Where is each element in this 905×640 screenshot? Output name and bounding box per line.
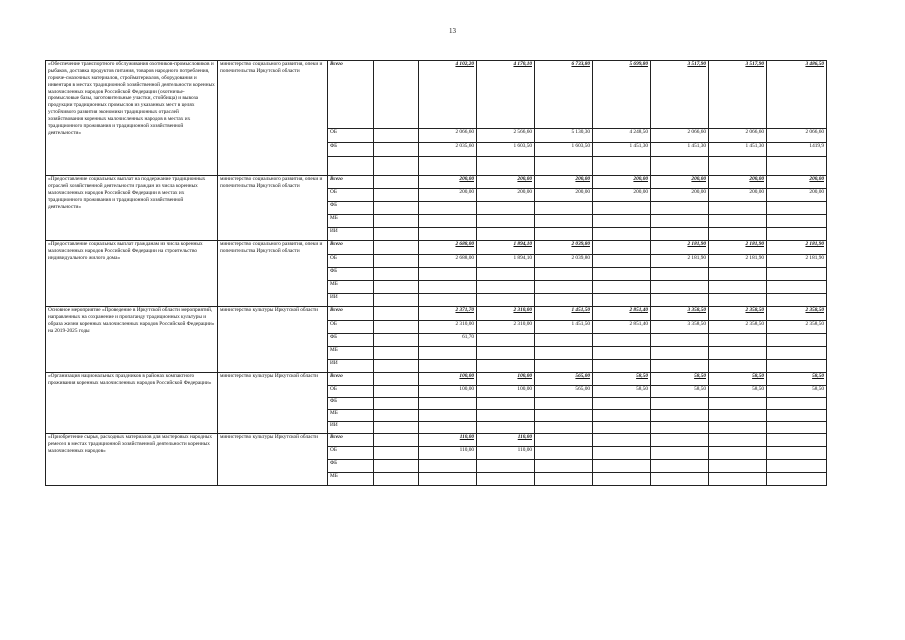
amount-cell (651, 398, 709, 410)
amount-cell: 1419,9 (767, 143, 827, 157)
amount-cell (374, 176, 419, 189)
funding-source: ФБ (328, 334, 374, 347)
amount-cell (419, 410, 477, 422)
table-row (46, 176, 827, 189)
amount-cell: 2 310,00 (477, 307, 535, 321)
amount-cell (767, 434, 827, 447)
amount-cell: 200,00 (419, 189, 477, 202)
amount-cell (374, 434, 419, 447)
amount-cell (419, 460, 477, 473)
amount-cell (374, 347, 419, 360)
amount-cell (709, 460, 767, 473)
amount-cell (709, 347, 767, 360)
amount-cell (767, 281, 827, 294)
amount-cell (535, 347, 593, 360)
amount-cell: 58,50 (593, 373, 651, 386)
amount-cell (709, 398, 767, 410)
amount-cell (651, 360, 709, 373)
activity-description: Основное мероприятие «Проведение в Иркутской области мероприятий, направленных на сохранение и пропаганду традиционных культуры и образа жизни коренных малочисленных народов Российской Федерации» на 2019-2025 годы (46, 307, 218, 373)
responsible-organization: министерство социального развития, опеки и попечительства Иркутской области (218, 176, 328, 241)
amount-cell (651, 334, 709, 347)
amount-cell: 2 039,80 (535, 241, 593, 255)
amount-cell (767, 268, 827, 281)
amount-cell (709, 334, 767, 347)
table-body (46, 61, 827, 486)
amount-cell: 110,00 (477, 434, 535, 447)
budget-table (45, 60, 827, 486)
amount-cell (374, 294, 419, 307)
amount-cell: 2 039,80 (535, 255, 593, 268)
amount-cell (374, 202, 419, 215)
amount-cell (709, 422, 767, 434)
amount-cell (593, 268, 651, 281)
amount-cell: 200,00 (709, 189, 767, 202)
amount-cell (535, 360, 593, 373)
amount-cell (374, 321, 419, 334)
amount-cell: 2 358,50 (767, 307, 827, 321)
amount-cell (374, 307, 419, 321)
amount-cell: 2 566,60 (477, 129, 535, 143)
amount-cell (419, 294, 477, 307)
amount-cell: 2 066,60 (419, 129, 477, 143)
amount-cell: 3 358,50 (651, 307, 709, 321)
amount-cell (535, 268, 593, 281)
amount-cell (709, 447, 767, 460)
amount-cell (477, 215, 535, 228)
activity-description: «Предоставление социальных выплат гражданам из числа коренных малочисленных народов Российской Федерации на строительство индивидуального жилого дома» (46, 241, 218, 307)
amount-cell (374, 129, 419, 143)
amount-cell (767, 294, 827, 307)
amount-cell (535, 447, 593, 460)
amount-cell (593, 334, 651, 347)
amount-cell (374, 255, 419, 268)
amount-cell: 2 035,60 (419, 143, 477, 157)
amount-cell (419, 398, 477, 410)
amount-cell (419, 473, 477, 486)
funding-source: ФБ (328, 460, 374, 473)
amount-cell (651, 447, 709, 460)
funding-source: ИИ (328, 294, 374, 307)
amount-cell (535, 157, 593, 176)
funding-source: ФБ (328, 202, 374, 215)
amount-cell (593, 360, 651, 373)
amount-cell: 565,00 (535, 386, 593, 398)
amount-cell (593, 215, 651, 228)
amount-cell (709, 281, 767, 294)
amount-cell (651, 460, 709, 473)
amount-cell: 2 181,90 (767, 255, 827, 268)
amount-cell: 5 130,30 (535, 129, 593, 143)
amount-cell: 58,50 (651, 373, 709, 386)
amount-cell: 58,50 (709, 386, 767, 398)
amount-cell: 200,00 (767, 189, 827, 202)
amount-cell (651, 202, 709, 215)
amount-cell (651, 294, 709, 307)
amount-cell (535, 473, 593, 486)
funding-source: ФБ (328, 143, 374, 157)
amount-cell: 2 688,00 (419, 241, 477, 255)
amount-cell: 61,70 (419, 334, 477, 347)
amount-cell: 58,50 (767, 373, 827, 386)
amount-cell (374, 373, 419, 386)
amount-cell: 1 603,50 (535, 143, 593, 157)
amount-cell (593, 422, 651, 434)
amount-cell: 100,00 (477, 373, 535, 386)
amount-cell: 1 894,10 (477, 255, 535, 268)
amount-cell (535, 228, 593, 241)
amount-cell (419, 157, 477, 176)
funding-source: ИИ (328, 422, 374, 434)
funding-source: ОБ (328, 189, 374, 202)
amount-cell (374, 143, 419, 157)
amount-cell: 200,00 (767, 176, 827, 189)
funding-source: ИИ (328, 228, 374, 241)
amount-cell (419, 215, 477, 228)
amount-cell (767, 347, 827, 360)
amount-cell (535, 334, 593, 347)
table-row (46, 373, 827, 386)
amount-cell: 1 451,30 (709, 143, 767, 157)
amount-cell (374, 386, 419, 398)
amount-cell (419, 202, 477, 215)
amount-cell (374, 360, 419, 373)
amount-cell (767, 334, 827, 347)
amount-cell (374, 447, 419, 460)
amount-cell (374, 460, 419, 473)
amount-cell: 200,00 (535, 189, 593, 202)
amount-cell (535, 202, 593, 215)
amount-cell (477, 334, 535, 347)
amount-cell (374, 422, 419, 434)
amount-cell (593, 281, 651, 294)
amount-cell (593, 157, 651, 176)
funding-source: Всего (328, 434, 374, 447)
amount-cell (374, 473, 419, 486)
amount-cell (709, 360, 767, 373)
amount-cell: 3 517,90 (709, 61, 767, 129)
amount-cell: 58,50 (593, 386, 651, 398)
funding-source: ОБ (328, 255, 374, 268)
amount-cell (651, 473, 709, 486)
amount-cell (374, 268, 419, 281)
amount-cell (651, 434, 709, 447)
amount-cell: 100,00 (419, 373, 477, 386)
responsible-organization: министерство культуры Иркутской области (218, 373, 328, 434)
amount-cell: 1 603,50 (477, 143, 535, 157)
amount-cell: 110,00 (477, 447, 535, 460)
amount-cell (374, 398, 419, 410)
activity-description: «Предоставление социальных выплат на поддержание традиционных отраслей хозяйственной деятельности граждан из числа коренных малочисленных народов Российской Федерации в местах их традиционного проживания и традиционной хозяйственной деятельности» (46, 176, 218, 241)
amount-cell (767, 157, 827, 176)
amount-cell (374, 228, 419, 241)
amount-cell: 2 310,00 (477, 321, 535, 334)
amount-cell (535, 215, 593, 228)
amount-cell (709, 410, 767, 422)
amount-cell: 58,50 (709, 373, 767, 386)
amount-cell (593, 398, 651, 410)
amount-cell (477, 294, 535, 307)
amount-cell: 200,00 (593, 176, 651, 189)
amount-cell: 2 181,90 (709, 241, 767, 255)
table-row (46, 434, 827, 447)
activity-description: «Организация национальных праздников в районах компактного проживания коренных малочисленных народов Российской Федерации» (46, 373, 218, 434)
amount-cell (374, 215, 419, 228)
amount-cell: 1 451,50 (535, 307, 593, 321)
amount-cell (419, 347, 477, 360)
amount-cell (477, 460, 535, 473)
amount-cell (709, 473, 767, 486)
amount-cell: 200,00 (651, 176, 709, 189)
funding-source: Всего (328, 307, 374, 321)
funding-source: ОБ (328, 321, 374, 334)
amount-cell (374, 334, 419, 347)
amount-cell (651, 281, 709, 294)
amount-cell (709, 215, 767, 228)
responsible-organization: министерство культуры Иркутской области (218, 307, 328, 373)
funding-source: ОБ (328, 447, 374, 460)
amount-cell (651, 157, 709, 176)
amount-cell (767, 422, 827, 434)
funding-source: ОБ (328, 386, 374, 398)
amount-cell (477, 360, 535, 373)
amount-cell: 200,00 (709, 176, 767, 189)
amount-cell: 2 310,00 (419, 321, 477, 334)
amount-cell: 4 248,50 (593, 129, 651, 143)
amount-cell (593, 410, 651, 422)
funding-source: ОБ (328, 129, 374, 143)
amount-cell (767, 202, 827, 215)
amount-cell (374, 189, 419, 202)
amount-cell: 2 181,90 (767, 241, 827, 255)
amount-cell (535, 410, 593, 422)
amount-cell (419, 268, 477, 281)
amount-cell: 100,00 (419, 386, 477, 398)
amount-cell: 1 451,50 (535, 321, 593, 334)
responsible-organization: министерство социального развития, опеки и попечительства Иркутской области (218, 241, 328, 307)
table-row (46, 307, 827, 321)
funding-source: Всего (328, 373, 374, 386)
amount-cell: 110,00 (419, 434, 477, 447)
funding-source: ФБ (328, 268, 374, 281)
amount-cell (767, 215, 827, 228)
amount-cell: 200,00 (419, 176, 477, 189)
funding-source: ИИ (328, 360, 374, 373)
amount-cell (477, 422, 535, 434)
amount-cell (477, 410, 535, 422)
funding-source: МБ (328, 215, 374, 228)
amount-cell: 4 102,20 (419, 61, 477, 129)
amount-cell: 58,50 (651, 386, 709, 398)
amount-cell (477, 268, 535, 281)
funding-source: Всего (328, 176, 374, 189)
amount-cell (593, 202, 651, 215)
amount-cell (593, 473, 651, 486)
amount-cell (709, 157, 767, 176)
amount-cell (767, 398, 827, 410)
amount-cell (651, 347, 709, 360)
amount-cell (593, 228, 651, 241)
funding-source (328, 157, 374, 176)
amount-cell: 200,00 (651, 189, 709, 202)
amount-cell (767, 228, 827, 241)
amount-cell (535, 281, 593, 294)
amount-cell (709, 228, 767, 241)
amount-cell: 2 066,60 (767, 129, 827, 143)
amount-cell: 4 170,10 (477, 61, 535, 129)
amount-cell: 3 486,50 (767, 61, 827, 129)
amount-cell: 6 733,80 (535, 61, 593, 129)
amount-cell (651, 215, 709, 228)
amount-cell (535, 434, 593, 447)
funding-source: МБ (328, 473, 374, 486)
funding-source: МБ (328, 281, 374, 294)
amount-cell (593, 447, 651, 460)
amount-cell: 2 358,50 (767, 321, 827, 334)
amount-cell (374, 157, 419, 176)
amount-cell (535, 460, 593, 473)
amount-cell (593, 434, 651, 447)
amount-cell (767, 410, 827, 422)
amount-cell (477, 157, 535, 176)
activity-description: «Приобретение сырья, расходных материалов для мастеровых народных ремесел в местах традиционной хозяйственной деятельности коренных малочисленных народов» (46, 434, 218, 486)
amount-cell (477, 398, 535, 410)
amount-cell (709, 202, 767, 215)
amount-cell (419, 360, 477, 373)
amount-cell (535, 294, 593, 307)
amount-cell (535, 398, 593, 410)
amount-cell: 1 451,30 (593, 143, 651, 157)
amount-cell (374, 61, 419, 129)
amount-cell: 58,50 (767, 386, 827, 398)
amount-cell (374, 241, 419, 255)
amount-cell: 200,00 (477, 189, 535, 202)
amount-cell: 2 851,40 (593, 321, 651, 334)
amount-cell: 2 066,60 (709, 129, 767, 143)
amount-cell (709, 434, 767, 447)
amount-cell: 3 358,50 (651, 321, 709, 334)
funding-source: Всего (328, 61, 374, 129)
table-row (46, 61, 827, 129)
page-number: 13 (449, 27, 456, 35)
amount-cell: 2 358,50 (709, 321, 767, 334)
amount-cell (593, 460, 651, 473)
amount-cell (767, 447, 827, 460)
amount-cell (593, 255, 651, 268)
amount-cell (477, 347, 535, 360)
amount-cell (477, 281, 535, 294)
amount-cell: 2 181,90 (651, 241, 709, 255)
amount-cell: 2 066,60 (651, 129, 709, 143)
amount-cell (477, 473, 535, 486)
amount-cell (477, 228, 535, 241)
amount-cell: 565,00 (535, 373, 593, 386)
responsible-organization: министерство культуры Иркутской области (218, 434, 328, 486)
amount-cell (374, 410, 419, 422)
amount-cell (535, 422, 593, 434)
amount-cell: 3 517,90 (651, 61, 709, 129)
activity-description: «Обеспечение транспортного обслуживания охотников-промысловиков и рыбаков, доставка продуктов питания, товаров народного потребления, горюче-смазочных материалов, стройматериалов, оборудования и инвентаря в местах традиционной хозяйственной деятельности коренных малочисленных народов Российской Федерации (охотничье-промысловые базы, заготовительные участки, стойбища) и вывоза продукции традиционных промыслов из указанных мест в целях устойчивого развития экономики традиционных отраслей хозяйствования коренных малочисленных народов в местах их традиционного проживания и традиционной хозяйственной деятельности» (46, 61, 218, 176)
amount-cell (593, 294, 651, 307)
amount-cell (767, 360, 827, 373)
amount-cell (651, 422, 709, 434)
amount-cell (419, 228, 477, 241)
amount-cell (419, 281, 477, 294)
amount-cell: 1 894,10 (477, 241, 535, 255)
amount-cell (767, 473, 827, 486)
funding-source: Всего (328, 241, 374, 255)
amount-cell (767, 460, 827, 473)
amount-cell: 200,00 (593, 189, 651, 202)
amount-cell: 2 851,40 (593, 307, 651, 321)
amount-cell (477, 202, 535, 215)
amount-cell (374, 281, 419, 294)
amount-cell: 2 358,50 (709, 307, 767, 321)
amount-cell (651, 268, 709, 281)
table-row (46, 241, 827, 255)
amount-cell (593, 241, 651, 255)
amount-cell (593, 347, 651, 360)
amount-cell (709, 268, 767, 281)
amount-cell (651, 228, 709, 241)
amount-cell (651, 410, 709, 422)
amount-cell: 2 688,00 (419, 255, 477, 268)
responsible-organization: министерство социального развития, опеки и попечительства Иркутской области (218, 61, 328, 176)
amount-cell (419, 422, 477, 434)
funding-source: ФБ (328, 398, 374, 410)
amount-cell: 200,00 (535, 176, 593, 189)
funding-source: МБ (328, 410, 374, 422)
amount-cell: 100,00 (477, 386, 535, 398)
amount-cell: 2 181,90 (709, 255, 767, 268)
amount-cell: 5 699,80 (593, 61, 651, 129)
amount-cell: 200,00 (477, 176, 535, 189)
amount-cell: 1 451,30 (651, 143, 709, 157)
amount-cell: 2 181,90 (651, 255, 709, 268)
funding-source: МБ (328, 347, 374, 360)
amount-cell: 110,00 (419, 447, 477, 460)
amount-cell (709, 294, 767, 307)
amount-cell: 2 371,70 (419, 307, 477, 321)
